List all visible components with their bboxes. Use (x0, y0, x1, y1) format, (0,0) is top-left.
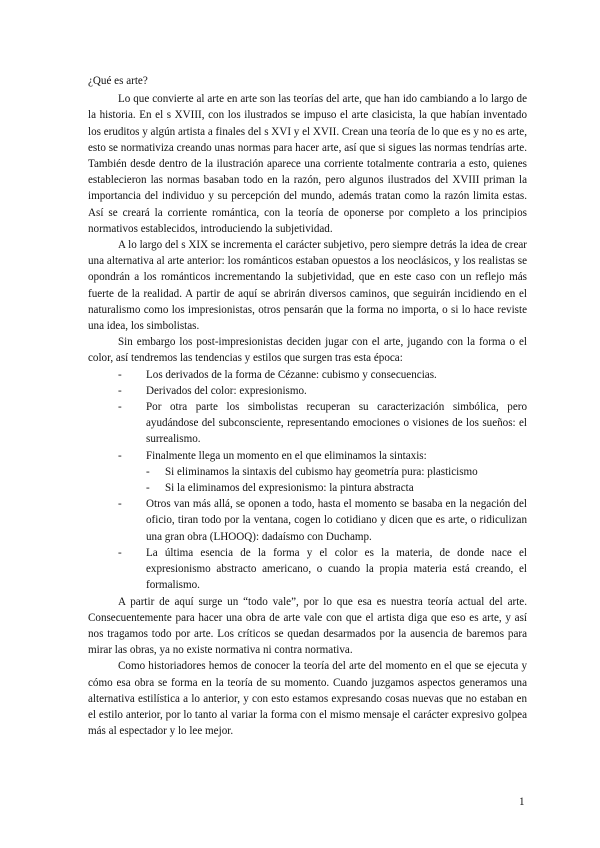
list-item-text: Finalmente llega un momento en el que eliminamos la sintaxis: (146, 449, 427, 462)
list-item-text: La última esencia de la forma y el color es la materia, de donde nace el expresionismo abstracto americano, o cuando la propia materia está creando, el formalismo. (146, 546, 527, 592)
sub-list-item (146, 480, 527, 496)
paragraph-3: Sin embargo los post-impresionistas deciden jugar con el arte, jugando con la forma o el color, así tendremos las tendencias y estilos que surgen tras esta época: (88, 336, 527, 365)
paragraph-1: Lo que convierte al arte en arte son las teorías del arte, que han ido cambiando a lo largo de la historia. En el s XVIII, con los ilustrados se impuso el arte clasicista, la que habían inventado los eruditos y algún artista a finales del s XVI y el XVII. Crean una teoría de lo que es y no es arte, esto se normativiza creando unas normas para hacer arte, así que si sigues las normas tendrías arte. También desde dentro de la ilustración aparece una corriente totalmente contraria a esto, quienes establecieron las normas basaban todo en la razón, pero algunos ilustrados del XVIII priman la importancia del individuo y su percepción del mundo, además tratan como la razón limita estas. Así se creará la corriente romántica, con la teoría de oponerse por completo a los principios normativos establecidos, introduciendo la subjetividad. (88, 93, 527, 235)
list-item-text: Otros van más allá, se oponen a todo, hasta el momento se basaba en la negación del oficio, tiran todo por la ventana, cogen lo cotidiano y dicen que es arte, o ridiculizan una gran obra (LHOOQ): dadaísmo con Duchamp. (146, 498, 527, 543)
sub-list (146, 464, 527, 496)
paragraph-5: Como historiadores hemos de conocer la teoría del arte del momento en el que se ejecuta y cómo esa obra se forma en la teoría de su momento. Cuando juzgamos aspectos generamos una alternativa estilística a lo anterior, y con esto estamos expresando cosas nuevas que no estaban en el estilo anterior, por lo tanto al variar la forma con el mismo mensaje el carácter expresivo golpea más al espectador y lo lee mejor. (88, 660, 527, 738)
paragraph-4: A partir de aquí surge un “todo vale”, por lo que esa es nuestra teoría actual del arte. Consecuentemente para hacer una obra de arte vale con que el artista diga que eso es arte, y así nos tragamos todo por arte. Los críticos se quedan desarmados por la ausencia de baremos para mirar las obras, ya no existe normativa ni contra normativa. (88, 595, 527, 657)
list-item (88, 383, 527, 399)
list-item-text: Por otra parte los simbolistas recuperan su caracterización simbólica, pero ayudándose del subconsciente, representando emociones o visiones de los sueños: el surrealismo. (146, 401, 527, 446)
bullet-dash: - (118, 384, 122, 397)
paragraph-2: A lo largo del s XIX se incrementa el carácter subjetivo, pero siempre detrás la idea de crear una alternativa al arte anterior: los románticos estaban opuestos a los neoclásicos, y los realistas se opondrán a los románticos incrementando la subjetividad, que en este caso con un reflejo más fuerte de la realidad. A partir de aquí se abrirán diversos caminos, que seguirán incidiendo en el naturalismo como los impresionistas, otros pensarán que la forma no importa, o si lo hace reviste una idea, los simbolistas. (88, 239, 527, 333)
bullet-dash: - (118, 368, 122, 381)
sub-list-item-text: Si la eliminamos del expresionismo: la pintura abstracta (165, 482, 414, 495)
bullet-dash: - (146, 482, 150, 495)
page-number: 1 (519, 796, 525, 808)
bullet-dash: - (118, 498, 122, 511)
bullet-dash: - (118, 401, 122, 414)
list-item-text: Derivados del color: expresionismo. (146, 384, 307, 397)
list-item (88, 496, 527, 545)
bullet-dash: - (146, 465, 150, 478)
list-item-text: Los derivados de la forma de Cézanne: cubismo y consecuencias. (146, 368, 437, 381)
sub-list-item-text: Si eliminamos la sintaxis del cubismo hay geometría pura: plasticismo (165, 465, 478, 478)
list-item (88, 448, 527, 497)
list-item (88, 545, 527, 594)
list-item (88, 367, 527, 383)
styles-list (88, 367, 527, 594)
sub-list-item (146, 464, 527, 480)
list-item (88, 399, 527, 448)
bullet-dash: - (118, 449, 122, 462)
document-title: ¿Qué es arte? (88, 75, 148, 87)
document-body (88, 73, 527, 739)
bullet-dash: - (118, 546, 122, 559)
